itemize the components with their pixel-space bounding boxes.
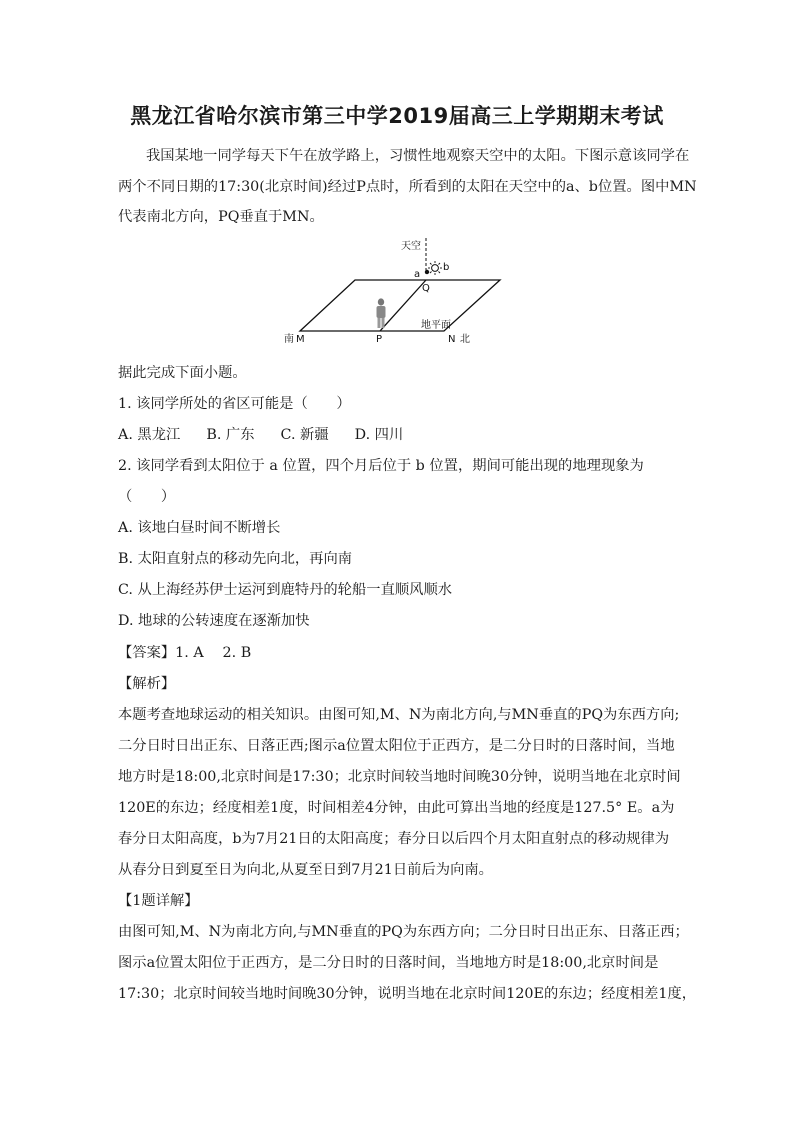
analysis-line-3: 地方时是18:00,北京时间是17:30；北京时间较当地时间晚30分钟，说明当地在北京时间 xyxy=(118,769,681,785)
student-figure xyxy=(377,298,386,328)
label-south: 南 xyxy=(284,334,294,345)
analysis-line-2: 二分日时日出正东、日落正西;图示a位置太阳位于正西方，是二分日时的日落时间，当地 xyxy=(118,738,675,754)
sun-a xyxy=(425,270,429,274)
q2-stem-cont: （ ） xyxy=(118,489,176,505)
document-title: 黑龙江省哈尔滨市第三中学2019届高三上学期期末考试 xyxy=(130,104,664,128)
lead-text: 据此完成下面小题。 xyxy=(118,365,247,381)
ground-plane xyxy=(300,280,500,331)
q1-stem: 1. 该同学所处的省区可能是（ ） xyxy=(118,396,351,412)
sun-b-icon xyxy=(428,261,442,275)
analysis-line-5: 春分日太阳高度，b为7月21日的太阳高度；春分日以后四个月太阳直射点的移动规律为 xyxy=(118,831,670,847)
answer-line: 【答案】1. A 2. B xyxy=(118,645,252,661)
label-north: 北 xyxy=(460,334,470,345)
q2-stem: 2. 该同学看到太阳位于 a 位置，四个月后位于 b 位置，期间可能出现的地理现象为 xyxy=(118,458,644,474)
label-m: M xyxy=(296,334,305,345)
label-p: P xyxy=(376,334,383,345)
analysis-line-1: 本题考查地球运动的相关知识。由图可知,M、N为南北方向,与MN垂直的PQ为东西方向; xyxy=(118,707,680,723)
q2-option-c: C. 从上海经苏伊士运河到鹿特丹的轮船一直顺风顺水 xyxy=(118,582,453,598)
intro-line-2: 两个不同日期的17:30(北京时间)经过P点时，所看到的太阳在天空中的a、b位置。图中MN xyxy=(118,179,697,195)
intro-line-3: 代表南北方向，PQ垂直于MN。 xyxy=(118,209,324,225)
label-n: N xyxy=(448,334,456,345)
analysis-line-6: 从春分日到夏至日为向北,从夏至日到7月21日前后为向南。 xyxy=(118,862,493,878)
label-a: a xyxy=(414,269,421,280)
detail-line-1: 由图可知,M、N为南北方向,与MN垂直的PQ为东西方向；二分日时日出正东、日落正西； xyxy=(118,924,689,940)
q1-options xyxy=(118,425,688,445)
q2-option-d: D. 地球的公转速度在逐渐加快 xyxy=(118,613,310,629)
label-b: b xyxy=(443,262,450,273)
analysis-line-4: 120E的东边；经度相差1度，时间相差4分钟，由此可算出当地的经度是127.5° E。a为 xyxy=(118,800,675,816)
q2-option-a: A. 该地白昼时间不断增长 xyxy=(118,520,281,536)
detail-line-2: 图示a位置太阳位于正西方，是二分日时的日落时间，当地地方时是18:00,北京时间是 xyxy=(118,955,659,971)
detail-line-3: 17:30；北京时间较当地时间晚30分钟，说明当地在北京时间120E的东边；经度相差1度， xyxy=(118,986,697,1002)
label-q: Q xyxy=(422,283,430,294)
q2-option-b: B. 太阳直射点的移动先向北，再向南 xyxy=(118,551,353,567)
q1-option-c: C. 新疆 xyxy=(280,427,329,443)
q1-option-a: A. 黑龙江 xyxy=(118,427,181,443)
q1-option-b: B. 广东 xyxy=(206,427,255,443)
intro-line-1: 我国某地一同学每天下午在放学路上，习惯性地观察天空中的太阳。下图示意该同学在 xyxy=(146,148,690,164)
sun-position-diagram xyxy=(270,236,510,348)
q1-option-d: D. 四川 xyxy=(354,427,404,443)
analysis-heading: 【解析】 xyxy=(118,676,176,692)
detail-heading: 【1题详解】 xyxy=(118,893,199,909)
line-pq xyxy=(380,280,426,331)
label-ground: 地平面 xyxy=(421,320,451,331)
label-sky: 天空 xyxy=(401,241,421,252)
